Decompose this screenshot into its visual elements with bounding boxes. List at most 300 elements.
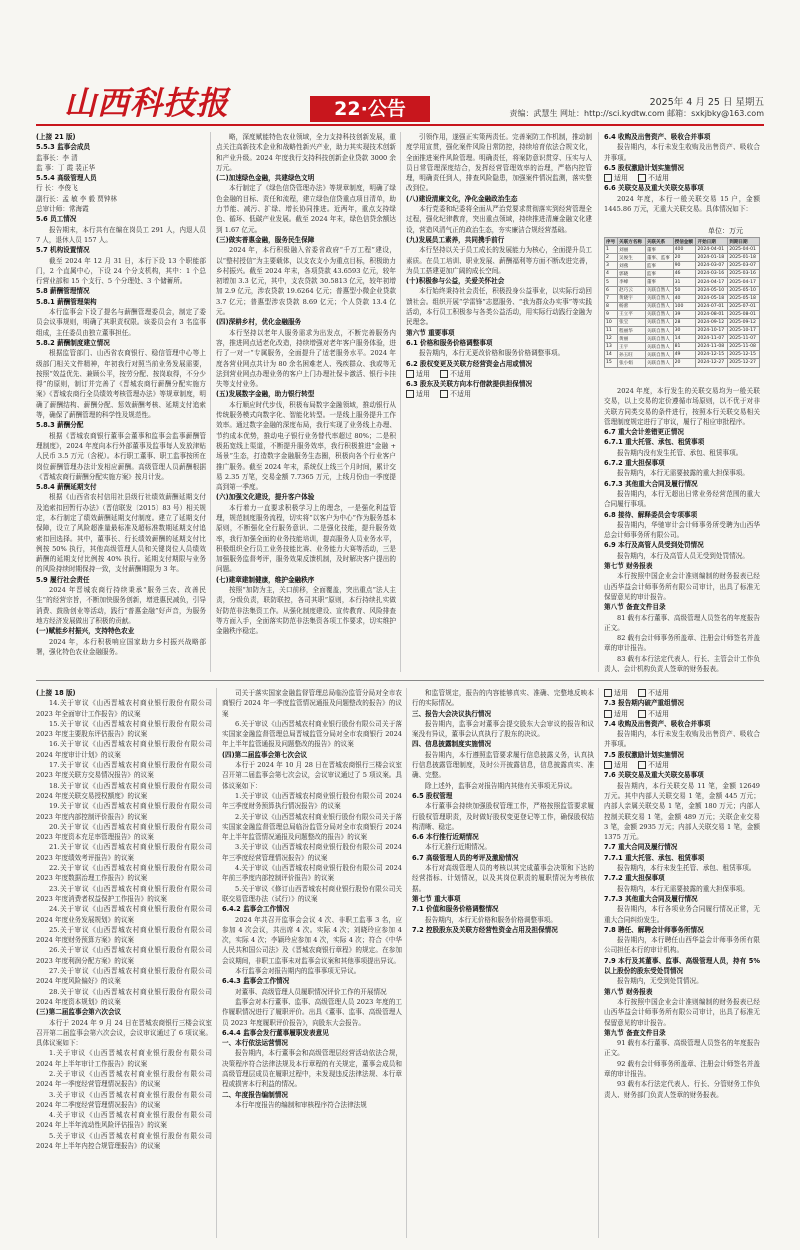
- table-cell: 2024-03-16: [696, 270, 728, 278]
- paragraph: 本行按照中国企业会计准则编制的财务报表已经山西华益会计师事务所有限公司审计，出具了标准无保留意见的审计报告。: [604, 572, 760, 601]
- paragraph: 根据监管部门、山西省农商银行、稳信管理中心等上级部门相关文件精神，年初我行对照当前业务发展需要，按照“效益优先、兼顾公平，按劳分配、按岗取得，不分少得”的原则，制订并完善了《晋城农商行薪酬分配实施方案》《晋城农商行全员绩效考核管理办法》等规章制度，明确了薪酬结构、薪酬分配、惩效薪酬考核、延期支付追索等，确保了薪酬管理的科学性及规范性。: [36, 349, 206, 420]
- checkbox-icon: [406, 390, 414, 398]
- checkbox-icon: [440, 390, 448, 398]
- paragraph: 根据《晋城农商银行董事会董事和监事会监事薪酬管理制度》，2024 年度向本行外部董事及监事每人发放津贴人民币 3.5 万元（含税）。本行职工董事、职工监事按所在岗位薪酬管理办法计发相应薪酬。高级管理人员薪酬根据《晋城农商行薪酬分配实施方案》按月计发。: [36, 431, 206, 481]
- table-row: [605, 359, 760, 367]
- table-cell: 关联自然人: [645, 359, 673, 367]
- table-cell: 2024-04-01: [696, 246, 728, 254]
- section-heading: (上接 21 版): [36, 133, 76, 141]
- section-heading: (三)第二届监事会第六次会议: [36, 1008, 122, 1017]
- issue-date: 2025年 4 月 25 日 星期五: [649, 97, 764, 108]
- paragraph: 略，深度赋能特色农业领域，全力支持科技创新发展，重点关注高新技术企业和战略性新兴产业，助力其实现技术创新和产业升级。2024 年度我行支持科技创新企业贷款 3000 余万元。: [216, 133, 396, 172]
- section-heading: 7.4 收购及出售资产、吸收合并事项: [604, 719, 711, 728]
- table-cell: 2025-03-16: [728, 270, 760, 278]
- paragraph: 本行按照中国企业会计准则编制的财务报表已经山西华益会计师事务所有限公司审计，出具了标准无保留意见的审计报告。: [604, 997, 760, 1027]
- table-cell: 81: [673, 343, 696, 351]
- bottom-column-3: [412, 688, 594, 1238]
- table-row: [605, 335, 760, 343]
- checkbox-icon: [638, 174, 646, 182]
- paragraph: 3.关于审议《山西晋城农村商业银行股份有限公司 2024 年二季度经营管理情况报告》的议案: [36, 1090, 212, 1109]
- paragraph: 21.关于审议《山西晋城农村商业银行股份有限公司 2023 年度绩效考评报告》的议案: [36, 843, 212, 862]
- table-row: [605, 254, 760, 262]
- section-heading: 第七节 财务报表: [604, 562, 653, 571]
- table-cell: 2025-03-07: [728, 262, 760, 270]
- paragraph: 3.关于审议《山西晋城农村商业银行股份有限公司 2024 年三季度经营管理情况报告》的议案: [222, 843, 402, 862]
- section-banner: 22·公告: [310, 96, 430, 122]
- paragraph: 本行着力一直要求积极学习上的理念，一是强化利益管理，规范制度服务流程，切实将“以客户为中心”作为服务基本原则，不断强化全行服务意识、二是强化技能，提升服务效率，我行加强全面的业务技能培训，提高服务人员业务水平，积极组织全行员工业务技能比赛、业务能力大赛等活动，三是加强服务监督考评，服务效果反馈机制，及时解决客户提出的问题。: [216, 503, 396, 574]
- newspaper-logo: 山西科技报: [64, 84, 230, 122]
- section-heading: 6.7.2 重大担保事项: [604, 459, 665, 468]
- header-rule: [36, 124, 764, 126]
- section-heading: 6.3 股东及关联方向本行借款提供担保情况: [406, 380, 533, 389]
- table-cell: 2024-12-27: [696, 359, 728, 367]
- section-heading: 7.7 重大合同及履行情况: [604, 843, 678, 852]
- table-cell: 2024-10-17: [696, 327, 728, 335]
- paragraph: 报告期内，本行遵照监管要求履行信息披露义务，认真执行信息披露管理制度，及时公开披露信息，信息披露真实、准确、完整。: [412, 750, 594, 780]
- section-heading: 6.7 重大会计差错更正情况: [604, 428, 684, 437]
- paragraph: 报告期内，本行未发生收购及出售资产、吸收合并事项。: [604, 143, 760, 162]
- paragraph: 83 载有本行法定代表人、行长、主管会计工作负责人、会计机构负责人签章的财务报表。: [604, 654, 760, 674]
- table-cell: 2024-08-01: [696, 310, 728, 318]
- paragraph: 4.关于审议《山西晋城农村商业银行股份有限公司 2024 年上半年流动性风险评估报告》的议案: [36, 1111, 212, 1130]
- paragraph: 报告期内，本行无更改价格和服务价格调整事项。: [419, 349, 565, 358]
- table-cell: 吴俊生: [618, 254, 646, 262]
- paragraph: 报告期内，本行无价格和服务价格调整事项。: [425, 915, 557, 924]
- table-cell: 2025-04-01: [728, 246, 760, 254]
- paragraph: 报告期内，华驰审计会计师事务所受聘为山西华总会计师事务所有限公司。: [604, 520, 760, 540]
- section-heading: (十)积极参与公益，关爱关怀社会: [406, 277, 505, 286]
- section-heading: 5.8.1 薪酬管理架构: [36, 297, 97, 306]
- section-heading: (八)建设清廉文化，净化金融政治生态: [406, 194, 518, 203]
- paragraph: 本行制定了《绿色信贷管理办法》等规章制度，明确了绿色金融的目标、责任和流程，建立绿色信贷重点项目清单，助力节能、减污、扩绿、增长协同推进。近两年，重点支持绿色、循环、低碳产业发展。截至 2024 年末，绿色信贷余额达到 1.67 亿元。: [216, 184, 396, 234]
- table-cell: 监事: [645, 270, 673, 278]
- table-row: [605, 286, 760, 294]
- section-heading: 6.4 收购及出售资产、吸收合并事项: [604, 133, 711, 141]
- paragraph: 18.关于审议《山西晋城农村商业银行股份有限公司 2024 年度关联交易授权额度》的议案: [36, 781, 212, 800]
- table-cell: 关联自然人: [645, 318, 673, 326]
- paragraph: 报告期内，本行聘任山西华益会计师事务所有限公司担任本行的审计机构。: [604, 936, 760, 955]
- paragraph: 1.关于审议《山西晋城农村商业银行股份有限公司 2024 年上半年审计工作报告》的议案: [36, 1049, 212, 1068]
- table-row: [605, 327, 760, 335]
- bottom-column-1: [36, 688, 212, 1238]
- paragraph: 22.关于审议《山西晋城农村商业银行股份有限公司 2023 年度数据治理工作报告》的议案: [36, 864, 212, 883]
- paragraph: 报告期内，本行无超出日常业务经营范围的重大合同履行事项。: [604, 489, 760, 509]
- table-cell: 2025-10-17: [728, 327, 760, 335]
- top-column-3: [406, 132, 592, 672]
- section-heading: 6.1 价格和服务价格调整事项: [406, 338, 493, 347]
- table-header-row: [605, 238, 760, 246]
- table-row: [605, 343, 760, 351]
- section-heading: 6.6 本行推行近期情况: [412, 833, 479, 842]
- checkbox-label: 不适用: [648, 761, 669, 770]
- checkbox-label: 不适用: [648, 709, 669, 718]
- paragraph: 报告期内，本行董事会和高级管理层经营活动依法合规，决策程序符合法律法规及本行章程的有关规定，董事会成员和高级管理层成员在履职过程中，未发现违反法律法规、本行章程或损害本行利益的情况。: [222, 1049, 402, 1089]
- section-heading: 7.9 本行及其董事、监事、高级管理人员，持有 5% 以上股份的股东受处罚情况: [604, 956, 760, 976]
- table-cell: 授信金额: [673, 238, 696, 246]
- paragraph: 报告期内没有发生托管、承包、租赁事项。: [617, 448, 743, 457]
- paragraph: 2024 年共召开监事会会议 4 次、非职工监事 3 名，应参加 4 次会议，共出席 4 次。实际 4 次；刘晓玲应参加 4 次，实际 4 次；李颖玲应参加 4 次，实际 4 次；符合《中华人民共和国公司法》及《晋城农商银行章程》的规定。在参加会议期间，非职工监事未对监事会议案和其他事项提出异议。: [222, 915, 402, 965]
- table-cell: 黄晓宇: [618, 294, 646, 302]
- section-heading: 7.3 报告期内破产重组情况: [604, 699, 684, 708]
- paragraph: 本行顺应时代步伐，积极布局数字金融领域，推动银行从传统服务模式向数字化、智能化转型。一是线上服务提升工作效率。通过数字金融的深度布局，我行实现了业务线上办理、节约成本优势，推动电子银行业务替代率超过 80%；二是积极拓宽线上渠道，不断提升服务效率，我行积极推进“金融 + 场景”生态，打造数字金融服务生态圈，积极向各个行业客户推广服务。截至 2024 年末，系统仅上线三个月时间，累计交易 2.35 万笔，交易金额 7.7365 万元，上线月份由一季度提高到第一季度。: [216, 400, 396, 492]
- section-heading: (七)建章建制健康，维护金融秩序: [216, 575, 315, 584]
- paragraph: 24.关于审议《山西晋城农村商业银行股份有限公司 2024 年度业务发展规划》的议案: [36, 905, 212, 924]
- table-row: [605, 246, 760, 254]
- section-heading: (六)加强文化建设，提升客户体验: [216, 493, 315, 502]
- table-cell: 关联自然人: [645, 351, 673, 359]
- table-cell: 孙玉旺: [618, 351, 646, 359]
- table-cell: 王宇: [618, 343, 646, 351]
- table-cell: 2025-11-08: [728, 343, 760, 351]
- section-heading: 6.7 高级管理人员的考评及激励情况: [412, 853, 519, 862]
- paragraph: 根据《山西省农村信用社县级行社绩效薪酬延期支付及追索扣回暂行办法》（晋信联发〔2015〕83 号）相关规定，本行制定了绩效薪酬延期支付制度。建立了延期支付保障，设立了风险超准量最标准及超标准数期延期支付追索扣回选择。其中，董事长、行长绩效薪酬的延期支付比例按 50% 执行，其他高级管理人员和关键岗位人员绩效薪酬的延期支付比例按 40% 执行。延期支付期限与业务的风险持续时期保持一致，支付薪酬期限为 3 年。: [36, 493, 206, 574]
- table-row: [605, 302, 760, 310]
- paragraph: 对董事、高级管理人员履职情况评价工作的开展情况: [235, 987, 387, 996]
- paragraph: 93 载有本行法定代表人、行长、分管财务工作负责人、财务部门负责人签章的财务报表。: [604, 1080, 760, 1099]
- checkbox-label: 不适用: [648, 174, 669, 183]
- checkbox-label: 不适用: [648, 689, 669, 697]
- paragraph: 报告期内，本行未发生托管、承包、租赁事项。: [617, 864, 756, 873]
- section-heading: 6.9 本行及高管人员受到处罚情况: [604, 541, 704, 550]
- paragraph: 2.关于审议《山西晋城农村商业银行股份有限公司关于落实国家金融监督管理总局临汾监管分局对全市农商银行 2024 年上半年监管情况通报及问题整改的报告》的议案: [222, 812, 402, 842]
- paragraph: 总审计师：常海霞: [36, 205, 89, 214]
- table-row: [605, 278, 760, 286]
- table-cell: 郭晓: [618, 270, 646, 278]
- related-transactions-table: [604, 237, 760, 381]
- paragraph: 2.关于审议《山西晋城农村商业银行股份有限公司 2024 年一季度经营管理情况报告》的议案: [36, 1069, 212, 1089]
- section-heading: (二)加速绿色金融，共建绿色文明: [216, 174, 315, 183]
- table-cell: 15: [605, 359, 618, 367]
- paragraph: 25.关于审议《山西晋城农村商业银行股份有限公司 2024 年度财务预算方案》的议案: [36, 925, 212, 945]
- table-cell: 黄丽: [618, 335, 646, 343]
- paragraph: 本行监事会下设了提名与薪酬管理委员会，制定了委员会议事规则，明确了其职责权限。该委员会有 3 名监事组成，主任委员由独立董事担任。: [36, 308, 206, 337]
- section-heading: 5.6 员工情况: [36, 215, 77, 224]
- checkbox-icon: [440, 370, 448, 378]
- section-heading: 5.8.2 薪酬制度建立情况: [36, 338, 110, 347]
- table-cell: 100: [673, 302, 696, 310]
- paragraph: 1.关于审议《山西晋城农村商业银行股份有限公司 2024 年三季度财务预算执行情况报告》的议案: [222, 791, 402, 811]
- checkbox-row: [604, 709, 760, 719]
- table-cell: 50: [673, 286, 696, 294]
- table-cell: 2024-12-15: [696, 351, 728, 359]
- paragraph: 16.关于审议《山西晋城农村商业银行股份有限公司 2024 年度审计计划》的议案: [36, 740, 212, 759]
- paragraph: 引领作用，遂强正实策两责任。完善案防工作机制，推动制度学用宣贯，强化案件风险日常防控，持续培育依法合规文化，全面推进案件风险管理。明确责任，将案防意识贯穿、压实与人员日常管理深度结合，发挥经营管理效率的治理，严格内控管理，明确责任到人，排查风险隐患，加强案件情况监测，落实整改到位。: [406, 133, 592, 193]
- paragraph: 2024 年，本行积极响应国家助力乡村振兴战略部署，强化特色农业金融服务。: [36, 637, 206, 656]
- column-divider: [400, 132, 401, 672]
- table-cell: 10: [605, 318, 618, 326]
- table-cell: 2025-11-07: [728, 335, 760, 343]
- table-cell: 2025-05-18: [728, 294, 760, 302]
- paragraph: 本行党委和纪委将全面从严治党要求贯彻落实到经营管理全过程，强化纪律教育，突出重点领域，持续推进清廉金融文化建设，营造风清气正的政治生态，夯实廉洁合规经营基础。: [406, 205, 592, 234]
- section-heading: 6.7.3 其他重大合同及履行情况: [604, 479, 698, 488]
- section-heading: 7.7.2 重大担保事项: [604, 874, 665, 883]
- section-heading: 5.9 履行社会责任: [36, 575, 90, 584]
- table-cell: 14: [605, 351, 618, 359]
- paragraph: 14.关于审议《山西晋城农村商业银行股份有限公司 2023 年全面审计工作报告》的议案: [36, 699, 212, 718]
- paragraph: 本行始终秉持社会责任，积极投身公益事业，以实际行动回馈社会。组织开展“学雷锋”志愿服务、“我为群众办实事”等实践活动，本行员工积极参与各类公益活动，用实际行动践行金融为民理念。: [406, 287, 592, 327]
- table-cell: 40: [673, 294, 696, 302]
- section-heading: 6.4.3 监事会工作情况: [222, 977, 290, 986]
- section-heading: 四、信息披露制度实施情况: [412, 740, 492, 749]
- section-heading: 7.1 价值和服务价格调整情况: [412, 905, 499, 914]
- table-row: [605, 262, 760, 270]
- table-cell: 关联方名称: [618, 238, 646, 246]
- table-cell: 关联自然人: [645, 335, 673, 343]
- editor-contact: 责编：武慧生 网址：http://sci.kydtw.com 邮箱：sxkjbky@163.com: [509, 109, 764, 118]
- section-heading: (四)深耕乡村，优化金融服务: [216, 318, 302, 327]
- paragraph: 20.关于审议《山西晋城农村商业银行股份有限公司 2023 年度资本充足率管理报告》的议案: [36, 822, 212, 842]
- paragraph: 除上述外，监事会对报告期内其他有关事项无异议。: [425, 781, 577, 790]
- table-cell: 2025-04-17: [728, 278, 760, 286]
- table-cell: 关联自然人: [645, 343, 673, 351]
- table-cell: 400: [673, 246, 696, 254]
- paragraph: 截至 2024 年 12 月 31 日，本行下设 13 个职能部门，2 个直属中心，下设 24 个分支机构，其中：1 个总行营业部和 15 个支行、5 个分理处、3 个储蓄所。: [36, 256, 206, 286]
- checkbox-label: 适用: [614, 689, 628, 697]
- table-cell: 赵巧云: [618, 286, 646, 294]
- table-cell: 董事: [645, 278, 673, 286]
- section-heading: (一)赋能乡村振兴，支持特色农业: [36, 627, 135, 636]
- section-heading: 6.8 接待、解释委员会专项事项: [604, 510, 698, 519]
- paragraph: 监 事：丁 霞 裴正华: [36, 163, 96, 172]
- table-cell: 2024-11-08: [696, 343, 728, 351]
- paragraph: 本行坚持以关于员工成长的发展能力为核心，全面提升员工素质。在员工培训、职业发展、薪酬福利等方面不断改进完善，为员工搭建更加广阔的成长空间。: [406, 246, 592, 275]
- table-cell: 8: [605, 302, 618, 310]
- table-cell: 2025-12-15: [728, 351, 760, 359]
- table-cell: 7: [605, 294, 618, 302]
- table-cell: 2024-01-18: [696, 254, 728, 262]
- paragraph: 报告期内，本行各项业务合同履行情况正常，无重大合同纠纷发生。: [604, 905, 760, 924]
- paragraph: 5.关于审议《修订山西晋城农村商业银行股份有限公司关联交易管理办法（试行）》的议案: [222, 884, 402, 903]
- table-cell: 序号: [605, 238, 618, 246]
- paragraph: 和监管规定，报告的内容能够真实、准确、完整地反映本行的实际情况。: [412, 689, 594, 708]
- paragraph: 报告期内，本行无需要披露的重大担保事项。: [617, 884, 749, 893]
- section-heading: 一、本行依法运营情况: [222, 1039, 288, 1048]
- paragraph: 本行坚持以老年人服务需求为出发点，不断完善服务内容，推进网点适老化改造，持续增强对老年客户服务体验，进行了一对一“专属服务，全面提升了适老服务水平。2024 年度各营业网点共计为 80 余名困难老人、残疾群众、我或等无法到营业网点办理业务的客户上门办理社保卡激活、银行卡挂失等支付业务。: [216, 328, 396, 389]
- table-cell: 李峰: [618, 278, 646, 286]
- column-divider: [406, 688, 407, 1238]
- section-heading: 7.6 关联交易及重大关联交易事项: [604, 771, 704, 780]
- table-cell: 关联关系: [645, 238, 673, 246]
- paragraph: 28.关于审议《山西晋城农村商业银行股份有限公司 2024 年度资本规划》的议案: [36, 987, 212, 1006]
- paragraph: 5.关于审议《山西晋城农村商业银行股份有限公司 2024 年上半年内控合规管理报告》的议案: [36, 1131, 212, 1151]
- paragraph: 本行于 2024 年 9 月 24 日在晋城农商银行三楼会议室召开第二届监事会第六次会议，会议审议通过了 6 项议案。具体议案如下：: [36, 1018, 212, 1048]
- top-column-4-continued: [604, 386, 760, 674]
- table-cell: 2024-09-12: [696, 318, 728, 326]
- table-cell: 关联自然人: [645, 302, 673, 310]
- paragraph: 报告期内，本行关联交易 11 笔，金额 12649 万元。其中内部人关联交易 1 笔，金额 445 万元；内部人亲属关联交易 1 笔，金额 180 万元；内部人控制关联交易 1 笔，金额 489 万元；关联企业交易 3 笔，金额 2935 万元；内部人关联交易 1 笔，金额 1375 万元。: [604, 781, 760, 842]
- paragraph: 按照“加防为主，关口前移，全面覆盖，突出重点”法人主责，分级负责，联防联控，各司其职”原则，本行持续扎实做好防范非法集资工作。从强化制度建设、宣传教育、风险排查等方面入手，全面落实防范非法集资各项工作要求，切实维护金融秩序稳定。: [216, 586, 396, 636]
- table-cell: 2024-04-17: [696, 278, 728, 286]
- paragraph: 本行监事会对报告期内的监事事项无异议。: [235, 967, 361, 976]
- paragraph: 监事长：李 清: [36, 153, 78, 162]
- paragraph: 2024 年度，本行一般关联交易 15 户，金额 1445.86 万元，无重大关联交易。具体情况如下：: [604, 194, 760, 214]
- table-cell: 程丽华: [618, 327, 646, 335]
- paragraph: 报告期内，本行未发生收购及出售资产、吸收合并事项。: [604, 730, 760, 749]
- paragraph: 92 载有会计师事务所盖章、注册会计师签名并盖章的审计报告。: [604, 1059, 760, 1078]
- table-cell: 关联自然人: [645, 294, 673, 302]
- table-unit: 单位：万元: [708, 227, 743, 235]
- section-divider: [36, 680, 764, 681]
- table-cell: 49: [673, 351, 696, 359]
- section-heading: 6.6 关联交易及重大关联交易事项: [604, 184, 704, 193]
- checkbox-label: 适用: [416, 369, 430, 378]
- paragraph: 19.关于审议《山西晋城农村商业银行股份有限公司 2023 年度内部控制评价报告》的议案: [36, 802, 212, 821]
- table-cell: 20: [673, 254, 696, 262]
- paragraph: 报告期内，本行无需要披露的重大担保事项。: [617, 469, 749, 478]
- checkbox-icon: [604, 689, 612, 697]
- column-divider: [598, 688, 599, 1238]
- checkbox-icon: [604, 710, 612, 718]
- paragraph: 报告期末，本行共有在编在岗员工 291 人，内退人员 7 人，退休人员 157 人。: [36, 225, 206, 244]
- section-heading: 第六节 重要事项: [406, 328, 455, 337]
- checkbox-label: 适用: [614, 174, 628, 183]
- table-cell: 11: [605, 327, 618, 335]
- table-row: [605, 310, 760, 318]
- section-heading: 7.7.1 重大托管、承包、租赁事项: [604, 853, 705, 862]
- table-cell: 12: [605, 335, 618, 343]
- table-cell: 2025-08-01: [728, 310, 760, 318]
- section-heading: 7.7.3 其他重大合同及履行情况: [604, 894, 698, 903]
- paragraph: 报告期内，无受到处罚情况。: [617, 977, 703, 986]
- table-cell: 到期日期: [728, 238, 760, 246]
- table-cell: 30: [673, 327, 696, 335]
- table-row: [605, 351, 760, 359]
- paragraph: 4.关于审议《山西晋城农村商业银行股份有限公司 2024 年前三季度内部控制评价报告》的议案: [222, 864, 402, 883]
- section-heading: 第九节 备查文件目录: [604, 1028, 666, 1037]
- table-cell: 2025-09-12: [728, 318, 760, 326]
- paragraph: 本行董事会持续加强股权管理工作，严格按照监管要求履行股权管理职责，及时做好股权变更登记等工作，确保股权结构清晰、稳定。: [412, 802, 594, 831]
- paragraph: 27.关于审议《山西晋城农村商业银行股份有限公司 2024 年度风险偏好》的议案: [36, 967, 212, 986]
- section-heading: 7.8 聘任、解聘会计师事务所情况: [604, 925, 704, 934]
- table-cell: 6: [605, 286, 618, 294]
- table-cell: 20: [673, 359, 696, 367]
- section-heading: 5.7 机构设置情况: [36, 246, 90, 255]
- table-cell: 9: [605, 310, 618, 318]
- table-cell: 39: [673, 310, 696, 318]
- section-heading: 二、年度报告编制情况: [222, 1090, 288, 1099]
- section-heading: 6.5 股权管理: [412, 791, 453, 800]
- paragraph: 本行于 2024 年 10 月 28 日在晋城农商银行三楼会议室召开第二届监事会第七次会议，会议审议通过了 5 项议案。具体议案如下：: [222, 761, 402, 790]
- paragraph: 15.关于审议《山西晋城农村商业银行股份有限公司 2023 年度主要股东评估报告》的议案: [36, 719, 212, 739]
- table-cell: 刘丽: [618, 246, 646, 254]
- table-cell: 14: [673, 335, 696, 343]
- paragraph: 91 载有本行董事、高级管理人员签名的年度报告正文。: [604, 1039, 760, 1058]
- paragraph: 2024 年度，本行发生的关联交易均为一般关联交易，以上交易的定价遵循市场原则，以不优于对非关联方同类交易的条件进行，按照本行关联交易相关管理制度规定进行了审议，履行了相应审批程序。: [604, 387, 760, 426]
- section-heading: (四)第二届监事会第七次会议: [222, 750, 308, 759]
- section-heading: 6.4.4 监事会发行董事履职发表意见: [222, 1028, 329, 1037]
- checkbox-row: [406, 369, 592, 379]
- paragraph: 报告期内，本行及高管人员无受到处罚情况。: [617, 551, 749, 560]
- paragraph: 26.关于审议《山西晋城农村商业银行股份有限公司 2023 年度利润分配方案》的议案: [36, 946, 212, 965]
- checkbox-icon: [638, 761, 646, 769]
- table-cell: 4: [605, 270, 618, 278]
- paragraph: 2024 年，本行积极融入省委省政府“千万工程”建设，以“整村授信”为主要载体，以支农支小为重点目标，积极助力乡村振兴。截至 2024 年末，各项贷款 43.6593 亿元，较年初增加 3.3 亿元，其中，支农贷款 30.5813 亿元，较年初增加 2.9 亿元，涉农贷款 19.6264 亿元；普惠型小微企业贷款 3.7 亿元；普惠型涉农贷款 8.69 亿元；个人贷款 13.4 亿元。: [216, 246, 396, 317]
- table-cell: 1: [605, 246, 618, 254]
- paragraph: 报告期内，监事会对董事会提交股东大会审议的报告和议案没有异议，董事会认真执行了股东的决议。: [412, 719, 594, 739]
- paragraph: 82 载有会计师事务所盖章、注册会计师签名并盖章的审计报告。: [604, 634, 760, 653]
- checkbox-row: [406, 389, 592, 399]
- section-heading: (上接 18 版): [36, 689, 76, 697]
- section-heading: (九)发展员工素养，共同携手前行: [406, 235, 505, 244]
- checkbox-icon: [406, 370, 414, 378]
- table-cell: 张小娟: [618, 359, 646, 367]
- section-heading: 第七节 重大事项: [412, 894, 461, 903]
- paragraph: 81 载有本行董事、高级管理人员签名的年度报告正文。: [604, 613, 760, 632]
- table-cell: 张宝: [618, 318, 646, 326]
- paragraph: 本行无推行近期情况。: [425, 843, 491, 852]
- table-cell: 2025-01-18: [728, 254, 760, 262]
- table-cell: 46: [673, 270, 696, 278]
- table-cell: 31: [673, 278, 696, 286]
- paragraph: 6.关于审议《山西晋城农村商业银行股份有限公司关于落实国家金融监督管理总局晋城监管分局对全市农商银行 2024 年上半年监管通报及问题整改的报告》的议案: [222, 719, 402, 749]
- section-heading: 7.5 股权激励计划实施情况: [604, 750, 684, 759]
- section-heading: 5.8 薪酬管理情况: [36, 287, 90, 296]
- column-divider: [216, 688, 217, 1238]
- checkbox-row: [604, 688, 760, 698]
- paragraph: 本行对高级管理人员的考核以其完成董事会决策和下达的经营指标、计划情况，以及其岗位职责的履职情况为考核依据。: [412, 864, 594, 893]
- checkbox-icon: [604, 174, 612, 182]
- table-cell: 5: [605, 278, 618, 286]
- table-cell: 2024-11-07: [696, 335, 728, 343]
- bottom-column-2: [222, 688, 402, 1238]
- top-column-2: [216, 132, 396, 672]
- table-cell: 关联自然人: [645, 327, 673, 335]
- section-heading: 5.8.4 薪酬延期支付: [36, 483, 97, 492]
- checkbox-label: 适用: [614, 709, 628, 718]
- table-row: [605, 270, 760, 278]
- table-cell: 开始日期: [696, 238, 728, 246]
- paragraph: 23.关于审议《山西晋城农村商业银行股份有限公司 2023 年度消费者权益保护工作报告》的议案: [36, 884, 212, 903]
- section-heading: 6.4.2 监事会工作情况: [222, 905, 290, 914]
- section-heading: 三、报告大会决议执行情况: [412, 709, 492, 718]
- table-cell: 2024-07-01: [696, 302, 728, 310]
- table-cell: 监事: [645, 262, 673, 270]
- paragraph: 2024 年晋城农商行持续秉承“服务三农、改善民生”的经营宗旨，不断加快服务创新，增进惠民减负，引导消费、鼓励创业等活动，践行“普惠金融”好声音，为服务地方经济发展做出了积极的贡献。: [36, 586, 206, 625]
- table-cell: 28: [673, 318, 696, 326]
- checkbox-label: 不适用: [450, 369, 471, 378]
- table-cell: 2: [605, 254, 618, 262]
- checkbox-label: 适用: [416, 390, 430, 399]
- section-heading: 第八节 财务报表: [604, 987, 653, 996]
- table-cell: 2024-05-18: [696, 294, 728, 302]
- column-divider: [598, 132, 599, 672]
- section-heading: 6.7.1 重大托管、承包、租赁事项: [604, 438, 705, 447]
- bottom-column-4: [604, 688, 760, 1238]
- paragraph: 行 长：李俊飞: [36, 184, 78, 193]
- table-cell: 2025-07-01: [728, 302, 760, 310]
- section-heading: (五)发展数字金融，助力银行转型: [216, 390, 315, 399]
- checkbox-icon: [604, 761, 612, 769]
- paragraph: 本行年度报告的编制和审核程序符合法律法规: [235, 1100, 367, 1109]
- top-column-4: [604, 132, 760, 224]
- top-column-1: [36, 132, 206, 672]
- table-cell: 2025-12-27: [728, 359, 760, 367]
- table-row: [605, 318, 760, 326]
- table-cell: 刘燕: [618, 262, 646, 270]
- section-heading: 6.2 股权变更及关联方经营资金占用或情况: [406, 359, 533, 368]
- checkbox-icon: [638, 689, 646, 697]
- section-heading: 5.5.3 监事会成员: [36, 143, 91, 152]
- masthead: [0, 0, 800, 122]
- table-cell: 3: [605, 262, 618, 270]
- table-cell: 关联自然人: [645, 286, 673, 294]
- section-heading: 5.5.4 高级管理人员: [36, 174, 97, 183]
- table-cell: 董事: [645, 246, 673, 254]
- section-heading: 5.8.3 薪酬分配: [36, 421, 84, 430]
- table-cell: 2024-03-07: [696, 262, 728, 270]
- section-heading: 第八节 备查文件目录: [604, 603, 666, 612]
- table-cell: 董事、监事: [645, 254, 673, 262]
